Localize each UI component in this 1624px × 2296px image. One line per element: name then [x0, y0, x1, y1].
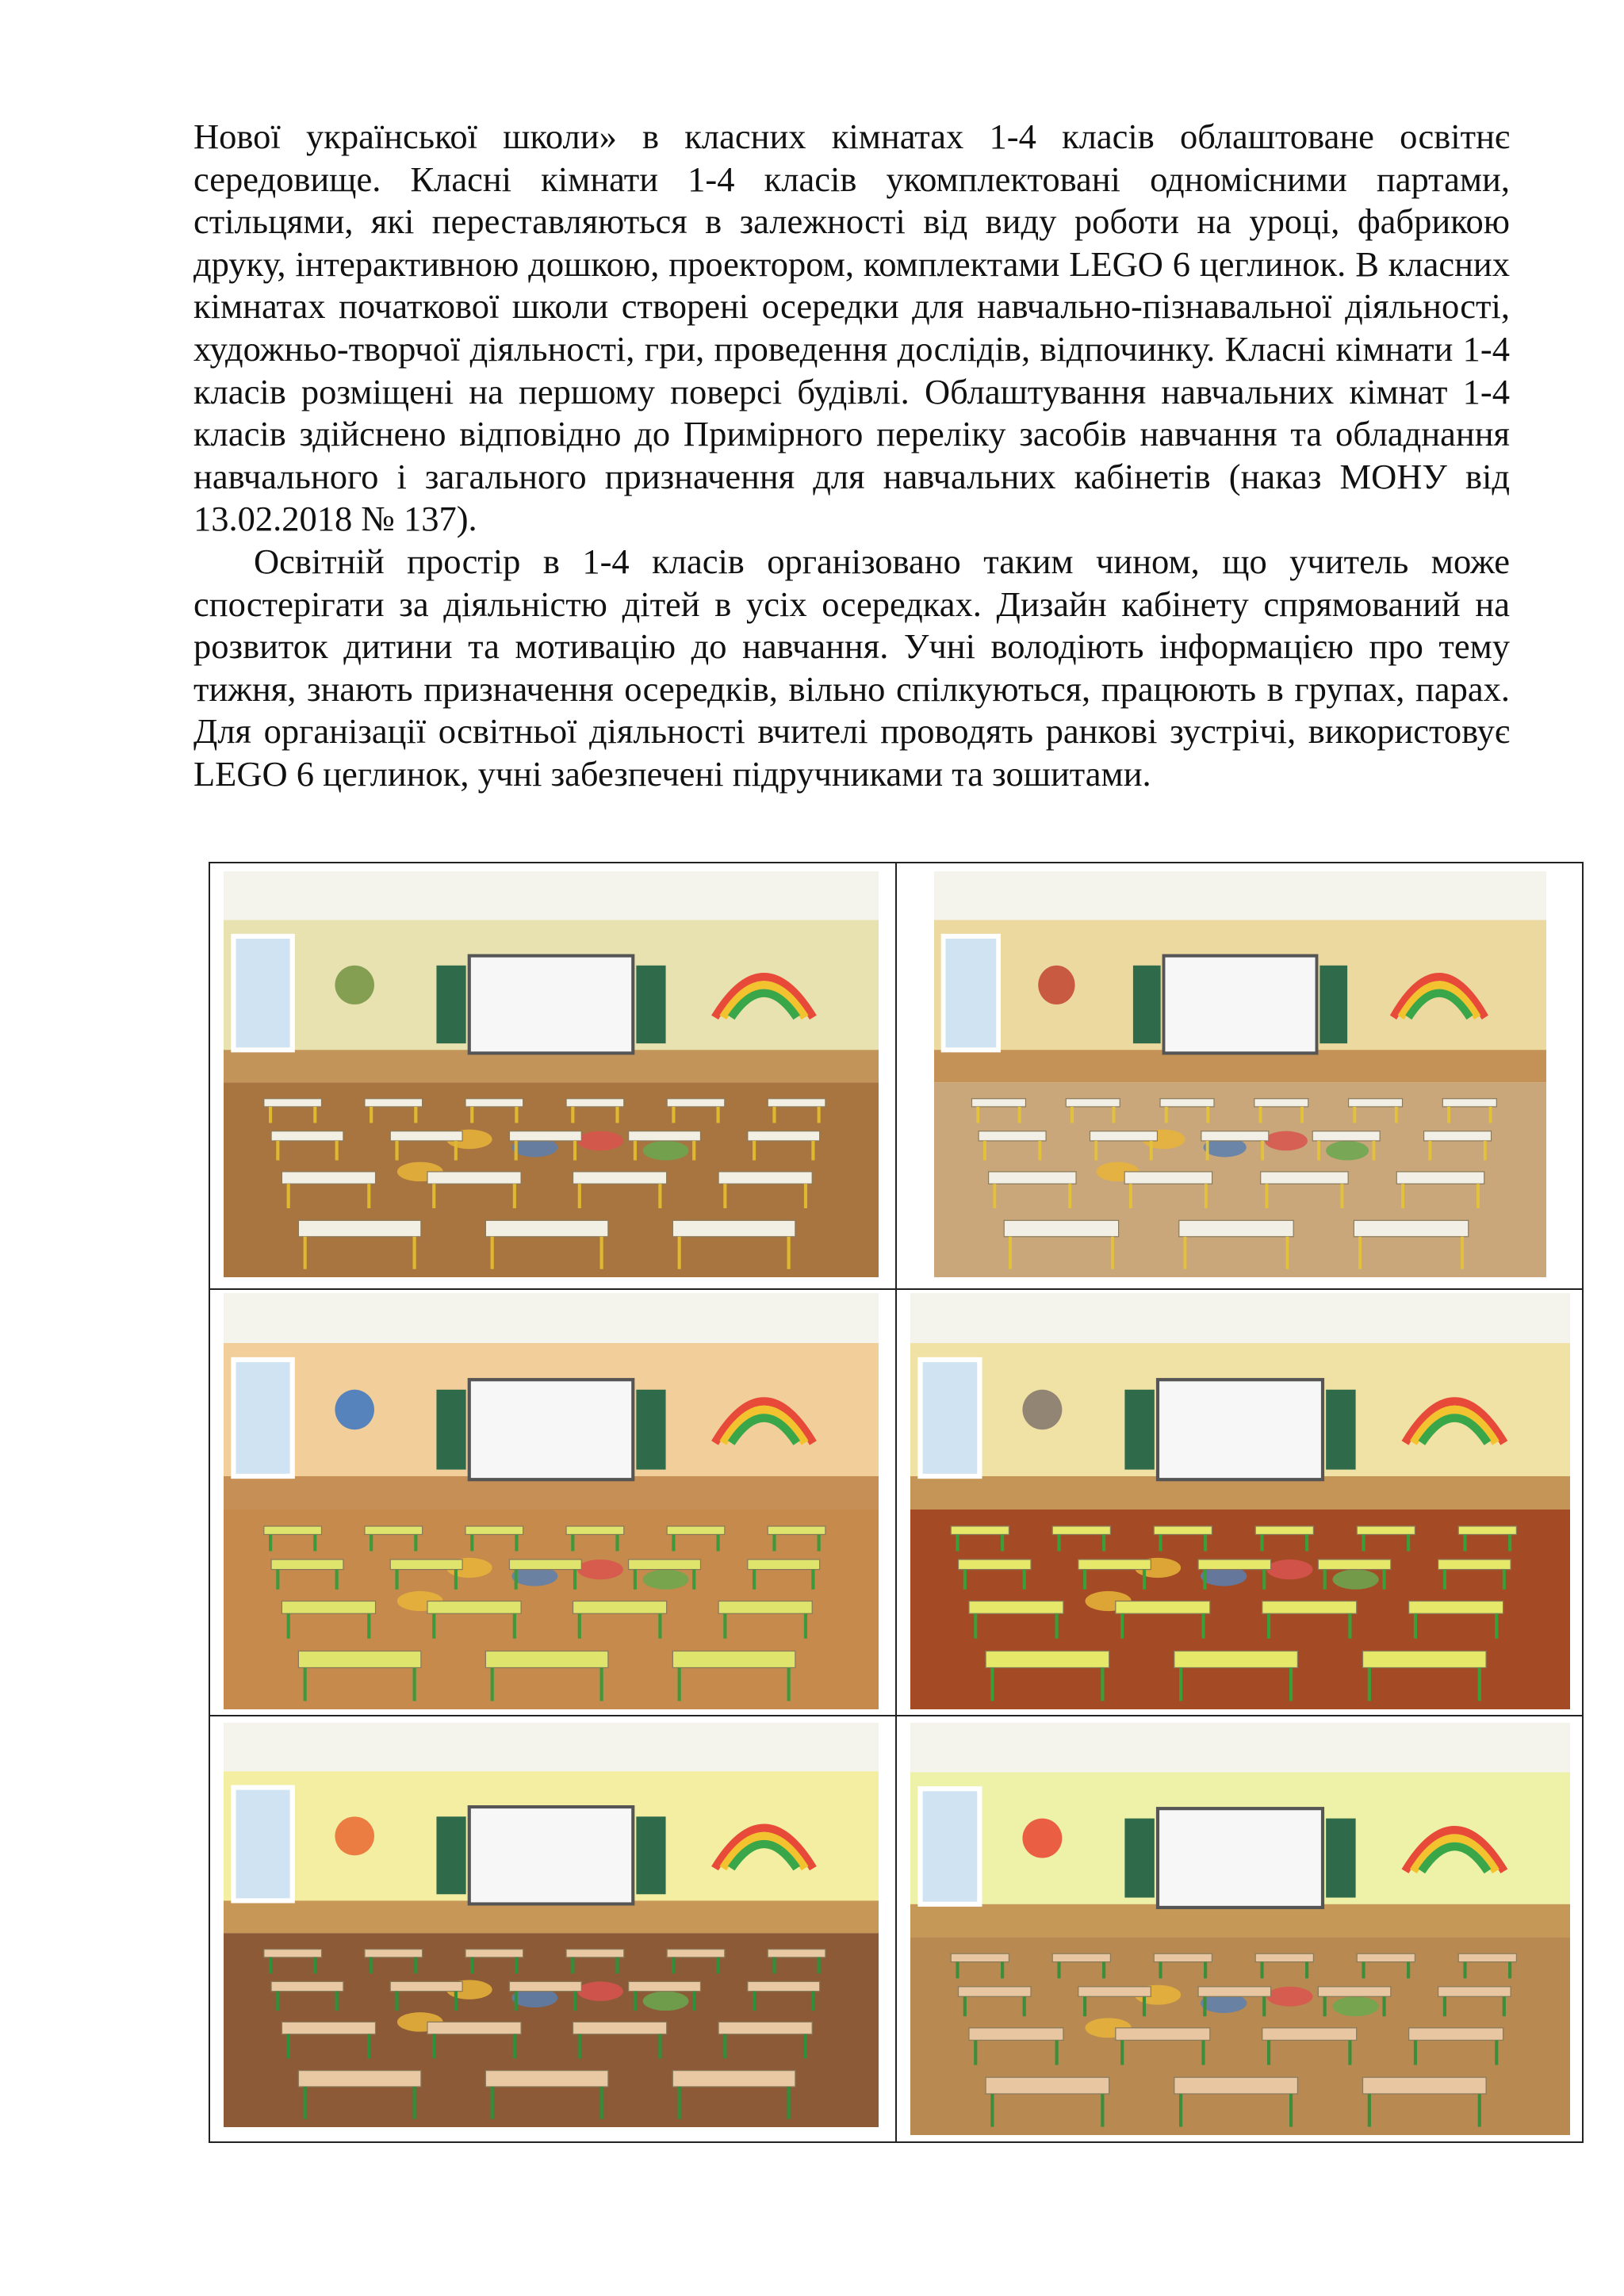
- classroom-photo-circle-rugs: [934, 871, 1546, 1277]
- classroom-photo-presentation-rainbow: [224, 1723, 879, 2127]
- classroom-photo-green-desks-rainbow: [224, 1293, 879, 1709]
- photo-cell: [209, 1716, 896, 2142]
- paragraph-2: Освітній простір в 1-4 класів організовано таким чином, що учитель може спостерігати за діяльністю дітей в усіх осередках. Дизайн кабінету спрямований на розвиток дитини та мотивацію до навчання. Учні володіють інформацією про тему тижня, знають призначення осередків, вільно спілкуються, працюють в групах, парах. Для організації освітньої діяльності вчителі проводять ранкові зустрічі, використовує LEGO 6 цеглинок, учні забезпечені підручниками та зошитами.: [193, 541, 1510, 794]
- classroom-photo-projector-castle: [910, 1293, 1570, 1709]
- photo-cell: [896, 1716, 1583, 2142]
- photo-cell: [896, 863, 1583, 1289]
- classroom-photo-whiteboard-mural: [910, 1723, 1570, 2135]
- photo-cell: [896, 1289, 1583, 1716]
- photo-cell: [209, 863, 896, 1289]
- photo-cell: [209, 1289, 896, 1716]
- document-body: [193, 116, 1510, 796]
- paragraph-1: Нової української школи» в класних кімнатах 1-4 класів облаштоване освітнє середовище. Класні кімнати 1-4 класів укомплектовані одномісними партами, стільцями, які переставляються в залежності від виду роботи на уроці, фабрикою друку, інтерактивною дошкою, проектором, комплектами LEGO 6 цеглинок. В класних кімнатах початкової школи створені осередки для навчально-пізнавальної діяльності, художньо-творчої діяльності, гри, проведення дослідів, відпочинку. Класні кімнати 1-4 класів розміщені на першому поверсі будівлі. Облаштування навчальних кімнат 1-4 класів здійснено відповідно до Примірного переліку засобів навчання та обладнання навчального і загального призначення для навчальних кабінетів (наказ МОНУ від 13.02.2018 № 137).: [193, 117, 1510, 539]
- classroom-photo-projector-rugs: [224, 871, 879, 1277]
- photo-grid-table: [209, 862, 1584, 2143]
